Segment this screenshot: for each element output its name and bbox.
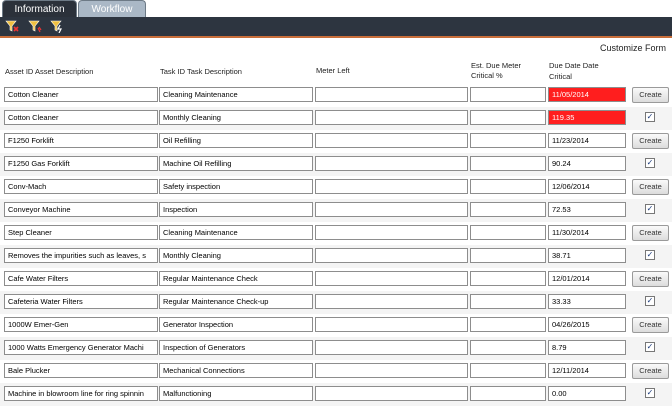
toolbar: [0, 17, 672, 38]
row-checkbox[interactable]: ✓: [646, 204, 654, 213]
due-date-field[interactable]: 12/06/2014: [548, 179, 626, 194]
header-meter-left: Meter Left: [316, 66, 350, 75]
asset-field[interactable]: Cafe Water Filters: [4, 271, 158, 286]
task-field[interactable]: Oil Refilling: [159, 133, 313, 148]
meter-left-field[interactable]: [315, 340, 468, 355]
est-due-meter-field[interactable]: [470, 340, 546, 355]
task-field[interactable]: Cleaning Maintenance: [159, 87, 313, 102]
table-row: [0, 360, 672, 383]
asset-field[interactable]: Conveyor Machine: [4, 202, 158, 217]
filter-run-icon[interactable]: [50, 19, 64, 33]
est-due-meter-field[interactable]: [470, 156, 546, 171]
task-field[interactable]: Inspection: [159, 202, 313, 217]
asset-field[interactable]: Cafeteria Water Filters: [4, 294, 158, 309]
due-date-field[interactable]: 72.53: [548, 202, 626, 217]
create-button[interactable]: Create: [632, 225, 669, 241]
create-button[interactable]: Create: [632, 133, 669, 149]
est-due-meter-field[interactable]: [470, 202, 546, 217]
row-checkbox[interactable]: ✓: [646, 296, 654, 305]
asset-field[interactable]: 1000W Emer-Gen: [4, 317, 158, 332]
row-checkbox[interactable]: ✓: [646, 250, 654, 259]
row-checkbox[interactable]: ✓: [646, 112, 654, 121]
due-date-field[interactable]: 04/26/2015: [548, 317, 626, 332]
create-button[interactable]: Create: [632, 87, 669, 103]
customize-form-link[interactable]: Customize Form: [599, 43, 666, 53]
table-row: [0, 245, 672, 268]
est-due-meter-field[interactable]: [470, 87, 546, 102]
asset-field[interactable]: Cotton Cleaner: [4, 87, 158, 102]
header-est-critical: Critical %: [471, 71, 503, 80]
task-field[interactable]: Regular Maintenance Check-up: [159, 294, 313, 309]
meter-left-field[interactable]: [315, 317, 468, 332]
meter-left-field[interactable]: [315, 156, 468, 171]
task-field[interactable]: Monthly Cleaning: [159, 110, 313, 125]
tab-bar: [0, 0, 672, 17]
table-row: [0, 130, 672, 153]
task-field[interactable]: Mechanical Connections: [159, 363, 313, 378]
table-row: [0, 153, 672, 176]
due-date-field[interactable]: 11/30/2014: [548, 225, 626, 240]
asset-field[interactable]: Conv-Mach: [4, 179, 158, 194]
task-field[interactable]: Inspection of Generators: [159, 340, 313, 355]
est-due-meter-field[interactable]: [470, 294, 546, 309]
table-row: [0, 199, 672, 222]
table-row: [0, 268, 672, 291]
due-date-field[interactable]: 33.33: [548, 294, 626, 309]
header-due-date: Due Date Date: [549, 61, 599, 70]
due-date-field[interactable]: 11/23/2014: [548, 133, 626, 148]
table-row: [0, 222, 672, 245]
task-field[interactable]: Monthly Cleaning: [159, 248, 313, 263]
create-button[interactable]: Create: [632, 271, 669, 287]
est-due-meter-field[interactable]: [470, 110, 546, 125]
create-button[interactable]: Create: [632, 179, 669, 195]
est-due-meter-field[interactable]: [470, 133, 546, 148]
table-row: [0, 337, 672, 360]
due-date-field[interactable]: 38.71: [548, 248, 626, 263]
task-field[interactable]: Generator Inspection: [159, 317, 313, 332]
meter-left-field[interactable]: [315, 294, 468, 309]
table-row: [0, 383, 672, 406]
asset-field[interactable]: Step Cleaner: [4, 225, 158, 240]
table-row: [0, 107, 672, 130]
table-row: [0, 84, 672, 107]
task-field[interactable]: Safety inspection: [159, 179, 313, 194]
est-due-meter-field[interactable]: [470, 179, 546, 194]
table-row: [0, 291, 672, 314]
asset-field[interactable]: Cotton Cleaner: [4, 110, 158, 125]
due-date-field[interactable]: 12/01/2014: [548, 271, 626, 286]
meter-left-field[interactable]: [315, 248, 468, 263]
tab-information[interactable]: Information: [2, 0, 77, 17]
est-due-meter-field[interactable]: [470, 317, 546, 332]
est-due-meter-field[interactable]: [470, 363, 546, 378]
table-row: [0, 314, 672, 337]
header-due-critical: Critical: [549, 72, 572, 81]
header-task: Task ID Task Description: [160, 67, 242, 76]
header-asset: Asset ID Asset Description: [5, 67, 94, 76]
meter-left-field[interactable]: [315, 386, 468, 401]
tab-workflow[interactable]: Workflow: [78, 0, 146, 17]
create-button[interactable]: Create: [632, 317, 669, 333]
create-button[interactable]: Create: [632, 363, 669, 379]
due-date-field[interactable]: 0.00: [548, 386, 626, 401]
due-date-field[interactable]: 119.35: [548, 110, 626, 125]
est-due-meter-field[interactable]: [470, 386, 546, 401]
task-field[interactable]: Malfunctioning: [159, 386, 313, 401]
meter-left-field[interactable]: [315, 110, 468, 125]
asset-field[interactable]: F1250 Gas Forklift: [4, 156, 158, 171]
asset-field[interactable]: F1250 Forklift: [4, 133, 158, 148]
due-date-field[interactable]: 12/11/2014: [548, 363, 626, 378]
task-field[interactable]: Cleaning Maintenance: [159, 225, 313, 240]
asset-field[interactable]: 1000 Watts Emergency Generator Machi: [4, 340, 158, 355]
meter-left-field[interactable]: [315, 271, 468, 286]
row-checkbox[interactable]: ✓: [646, 342, 654, 351]
meter-left-field[interactable]: [315, 133, 468, 148]
task-field[interactable]: Machine Oil Refilling: [159, 156, 313, 171]
row-checkbox[interactable]: ✓: [646, 158, 654, 167]
due-date-field[interactable]: 11/05/2014: [548, 87, 626, 102]
header-est-due-meter: Est. Due Meter: [471, 61, 522, 70]
due-date-field[interactable]: 90.24: [548, 156, 626, 171]
meter-left-field[interactable]: [315, 225, 468, 240]
asset-field[interactable]: Bale Plucker: [4, 363, 158, 378]
table-row: [0, 176, 672, 199]
meter-left-field[interactable]: [315, 87, 468, 102]
task-field[interactable]: Regular Maintenance Check: [159, 271, 313, 286]
asset-field[interactable]: Removes the impurities such as leaves, s: [4, 248, 158, 263]
meter-left-field[interactable]: [315, 202, 468, 217]
meter-left-field[interactable]: [315, 363, 468, 378]
filter-icon[interactable]: [28, 19, 42, 33]
row-checkbox[interactable]: ✓: [646, 388, 654, 397]
est-due-meter-field[interactable]: [470, 225, 546, 240]
due-date-field[interactable]: 8.79: [548, 340, 626, 355]
meter-left-field[interactable]: [315, 179, 468, 194]
filter-remove-icon[interactable]: [5, 19, 19, 33]
asset-field[interactable]: Machine in blowroom line for ring spinnin: [4, 386, 158, 401]
est-due-meter-field[interactable]: [470, 248, 546, 263]
est-due-meter-field[interactable]: [470, 271, 546, 286]
